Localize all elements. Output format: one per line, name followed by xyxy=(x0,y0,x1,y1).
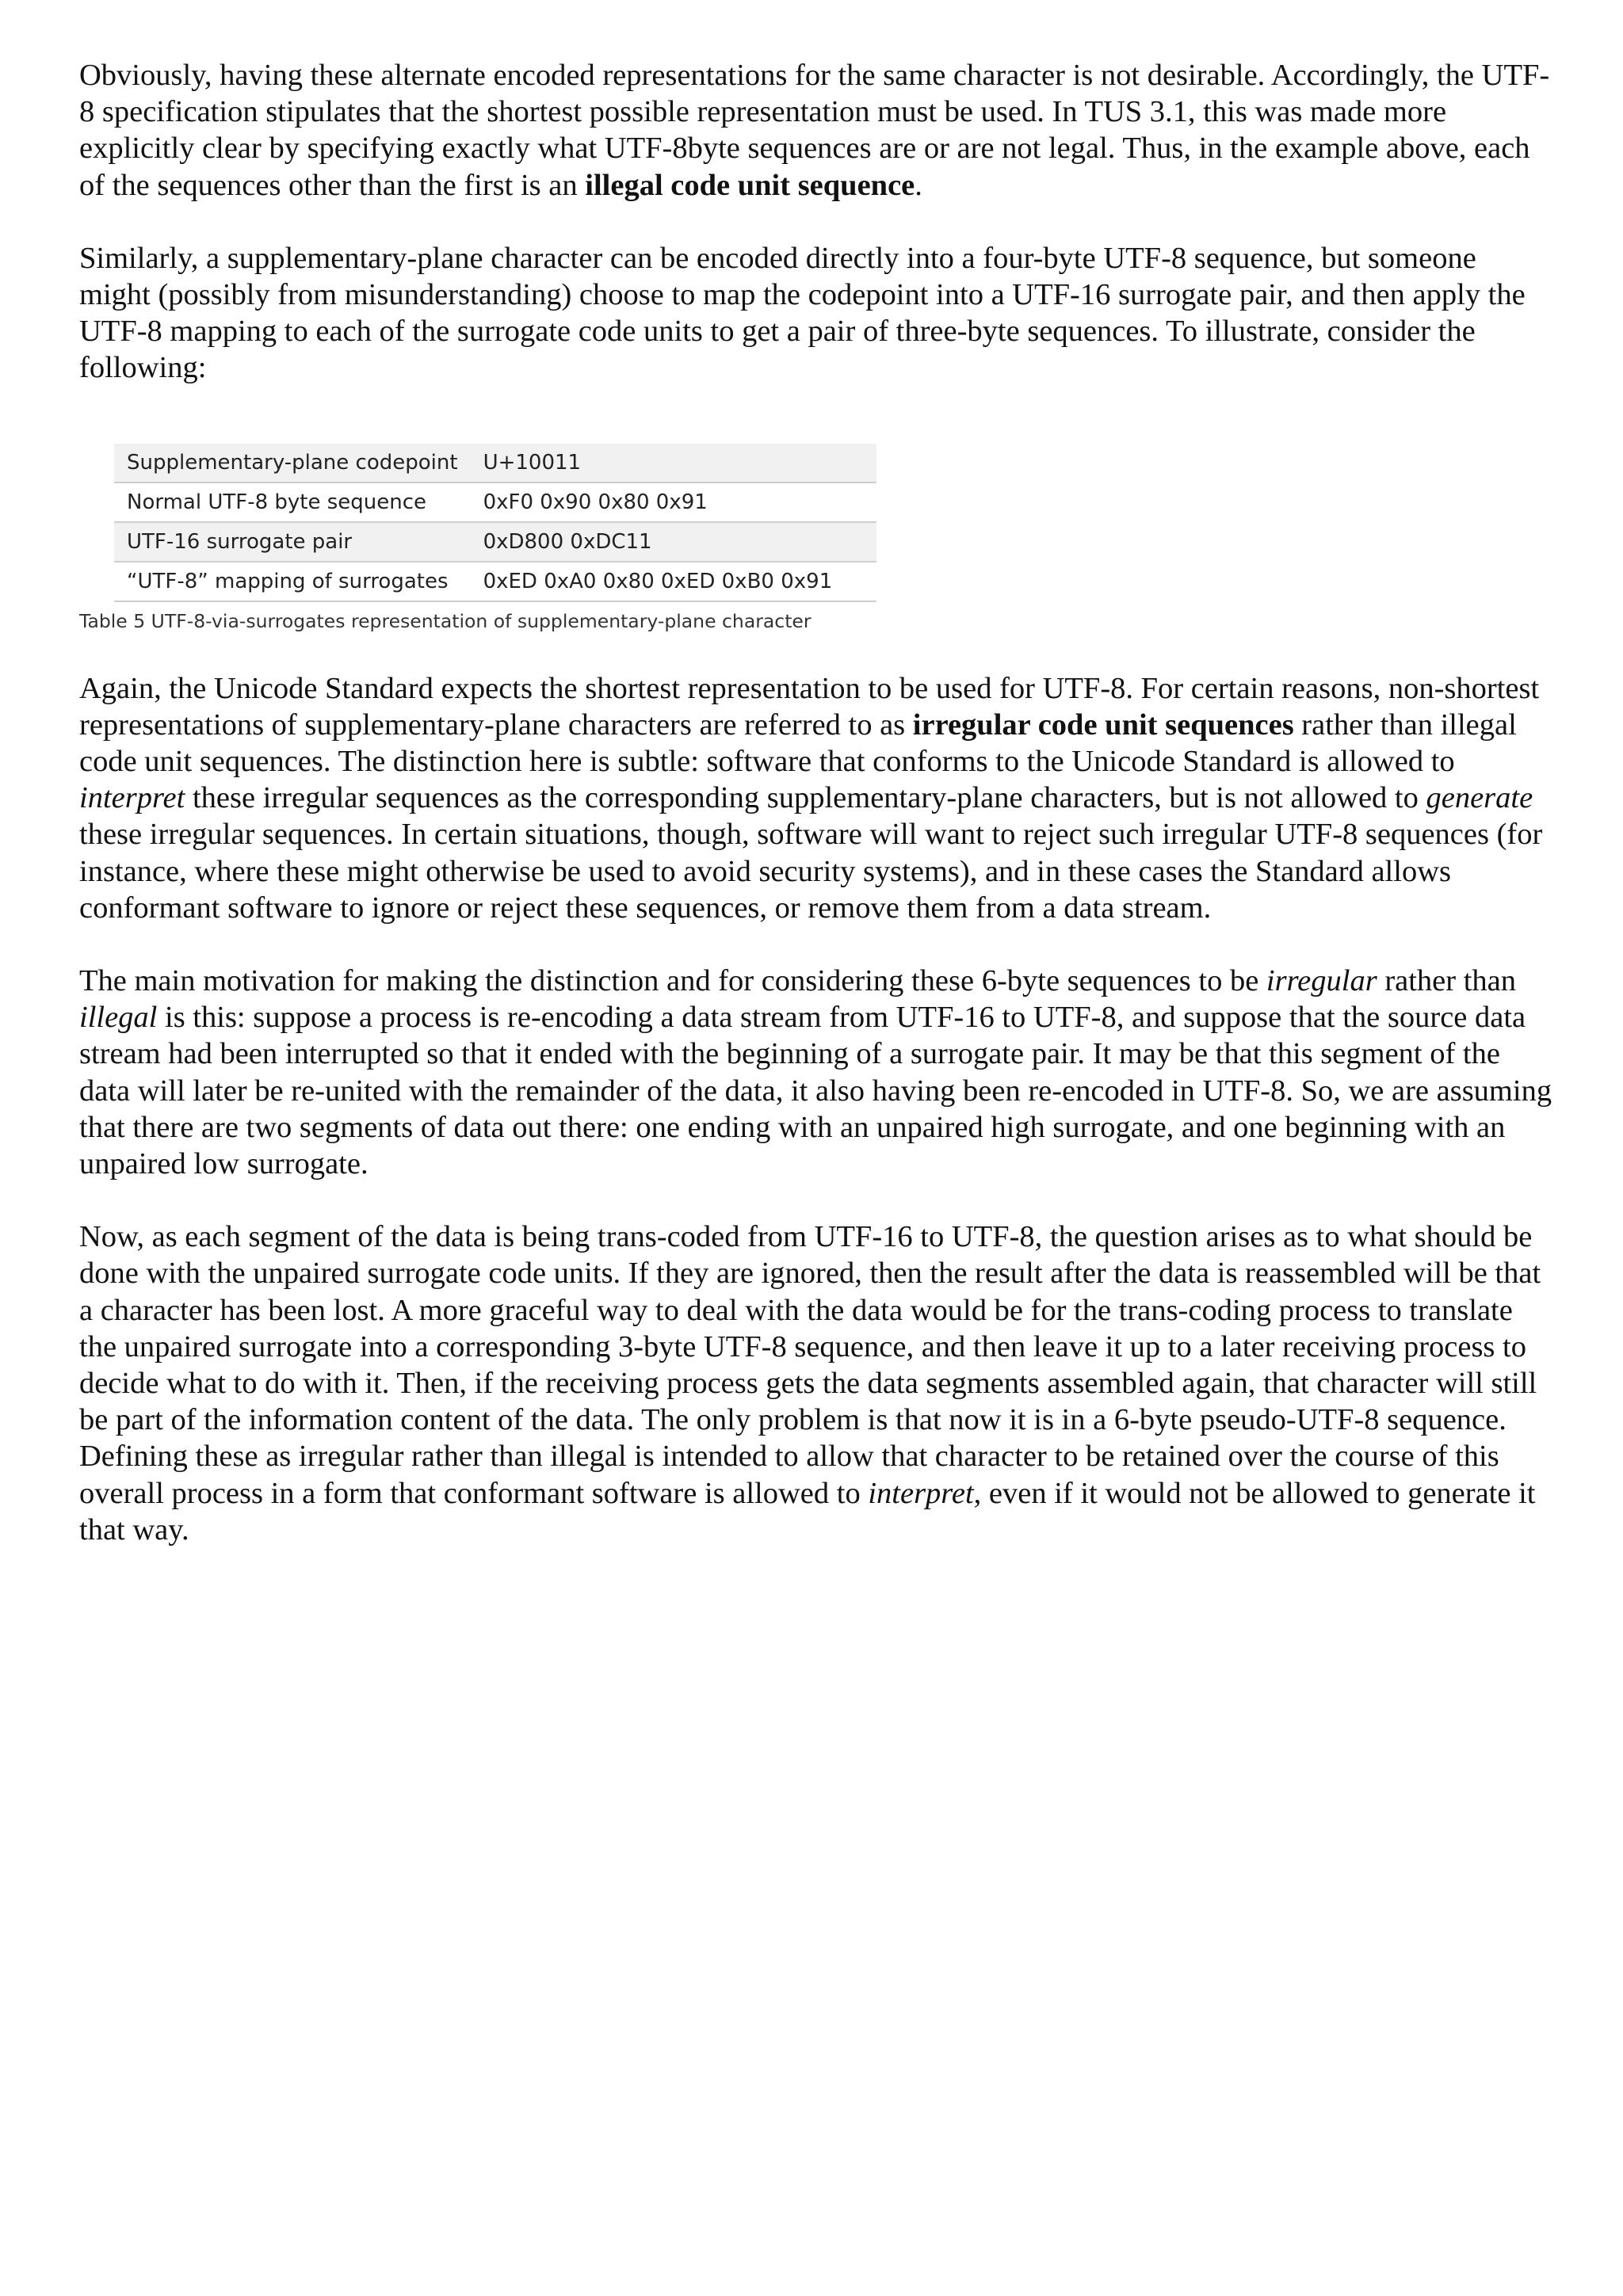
paragraph-3-text-3: these irregular sequences as the corresponding supplementary-plane characters, but is not allowed to xyxy=(185,781,1426,815)
table-row xyxy=(114,562,876,601)
table-row xyxy=(114,522,876,562)
paragraph-2-text: Similarly, a supplementary-plane character can be encoded directly into a four-byte UTF-8 sequence, but someone might (possibly from misunderstanding) choose to map the codepoint into a UTF-16 surrogate pair, and then apply the UTF-8 mapping to each of the surrogate code units to get a pair of three-byte sequences. To illustrate, consider the following: xyxy=(79,241,1526,385)
paragraph-5-end: , even if it would not be allowed to generate it that way. xyxy=(79,1476,1536,1547)
emphasis-illegal: illegal xyxy=(79,1001,158,1035)
paragraph-3 xyxy=(79,670,1553,926)
table-caption: Table 5 UTF-8-via-surrogates representation of supplementary-plane character xyxy=(79,609,812,632)
emphasis-interpret: interpret xyxy=(79,781,185,815)
utf8-surrogates-table xyxy=(114,444,876,602)
table-5-block xyxy=(79,444,1553,632)
row-value: 0xED 0xA0 0x80 0xED 0xB0 0x91 xyxy=(471,562,876,601)
emphasis-generate: generate xyxy=(1426,781,1533,815)
row-label: UTF-16 surrogate pair xyxy=(114,522,471,562)
paragraph-3-text-4: these irregular sequences. In certain situations, though, software will want to reject such irregular UTF-8 sequences (for instance, where these might otherwise be used to avoid security systems), and in these cases the Standard allows conformant software to ignore or reject these sequences, or remove them from a data stream. xyxy=(79,818,1543,925)
term-irregular-code-unit-sequences: irregular code unit sequences xyxy=(912,707,1294,742)
paragraph-4-text-2: rather than xyxy=(1377,964,1516,998)
paragraph-2 xyxy=(79,240,1553,387)
paragraph-4 xyxy=(79,963,1553,1182)
paragraph-3-text: Again, the Unicode Standard expects the shortest representation to be used for UTF-8. For certain reasons, non-shortest representations of supplementary-plane characters are referred to as xyxy=(79,671,1540,742)
paragraph-5-text: Now, as each segment of the data is being trans-coded from UTF-16 to UTF-8, the question arises as to what should be done with the unpaired surrogate code units. If they are ignored, then the result after the data is reassembled will be that a character has been lost. A more graceful way to deal with the data would be for the trans-coding process to translate the unpaired surrogate into a corresponding 3-byte UTF-8 sequence, and then leave it up to a later receiving process to decide what to do with it. Then, if the receiving process gets the data segments assembled again, that character will still be part of the information content of the data. The only problem is that now it is in a 6-byte pseudo-UTF-8 sequence. Defining these as irregular rather than illegal is intended to allow that character to be retained over the course of this overall process in a form that conformant software is allowed to xyxy=(79,1220,1541,1510)
row-value: 0xF0 0x90 0x80 0x91 xyxy=(471,482,876,522)
emphasis-interpret: interpret xyxy=(868,1476,974,1510)
paragraph-1-end: . xyxy=(915,168,922,202)
paragraph-4-text-3: is this: suppose a process is re-encoding a data stream from UTF-16 to UTF-8, and suppose that the source data stream had been interrupted so that it ended with the beginning of a surrogate pair. It may be that this segment of the data will later be re-united with the remainder of the data, it also having been re-encoded in UTF-8. So, we are assuming that there are two segments of data out there: one ending with an unpaired high surrogate, and one beginning with an unpaired low surrogate. xyxy=(79,1001,1552,1181)
document-page xyxy=(79,57,1553,1585)
term-illegal-code-unit-sequence: illegal code unit sequence xyxy=(585,168,915,202)
row-value: U+10011 xyxy=(471,444,876,482)
table-row xyxy=(114,444,876,482)
row-label: Supplementary-plane codepoint xyxy=(114,444,471,482)
emphasis-irregular: irregular xyxy=(1266,964,1377,998)
paragraph-1-text: Obviously, having these alternate encoded representations for the same character is not desirable. Accordingly, the UTF-8 specification stipulates that the shortest possible representation must be used. In TUS 3.1, this was made more explicitly clear by specifying exactly what UTF-8byte sequences are or are not legal. Thus, in the example above, each of the sequences other than the first is an xyxy=(79,59,1550,202)
row-label: “UTF-8” mapping of surrogates xyxy=(114,562,471,601)
row-value: 0xD800 0xDC11 xyxy=(471,522,876,562)
table-row xyxy=(114,482,876,522)
paragraph-3-text-2: rather than illegal code unit sequences. The distinction here is subtle: software that conforms to the Unicode Standard is allowed to xyxy=(79,707,1517,779)
paragraph-5 xyxy=(79,1219,1553,1548)
paragraph-4-text: The main motivation for making the distinction and for considering these 6-byte sequences to be xyxy=(79,964,1266,998)
row-label: Normal UTF-8 byte sequence xyxy=(114,482,471,522)
paragraph-1 xyxy=(79,57,1553,204)
